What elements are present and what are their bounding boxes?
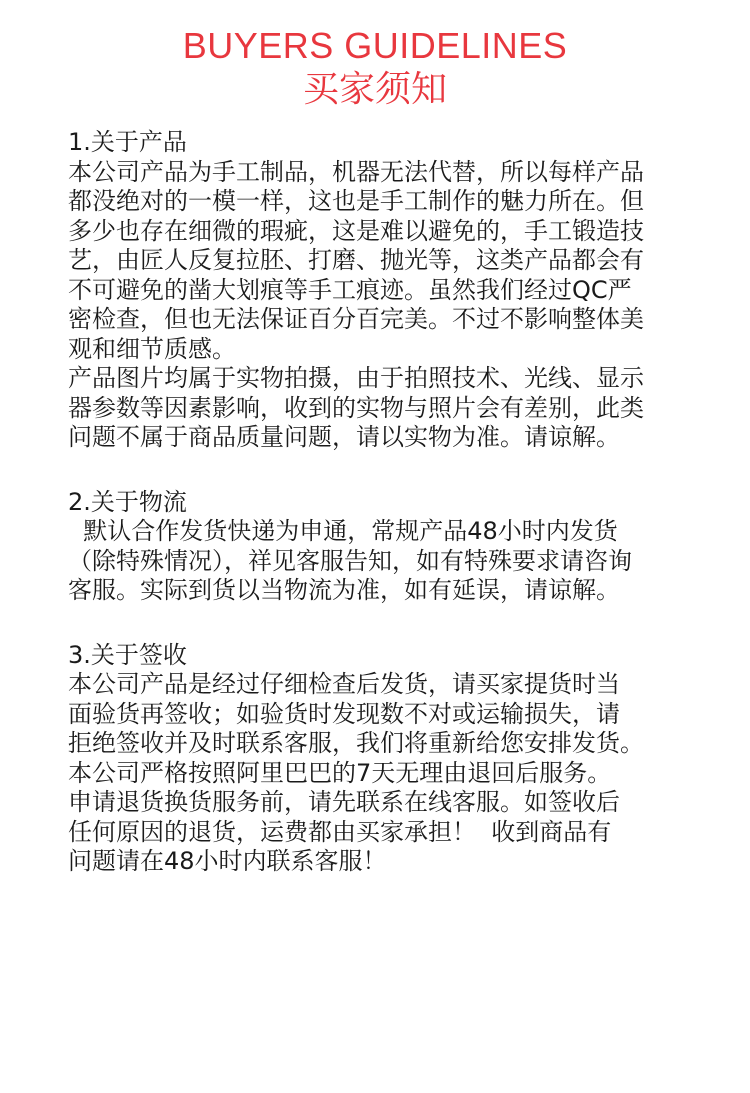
paragraph-line: 本公司产品为手工制品，机器无法代替，所以每样产品 xyxy=(68,157,644,186)
paragraph-line: 拒绝签收并及时联系客服，我们将重新给您安排发货。 xyxy=(68,729,644,757)
paragraph-line: 都没绝对的一模一样，这也是手工制作的魅力所在。但 xyxy=(68,187,644,215)
paragraph-line: 密检查，但也无法保证百分百完美。不过不影响整体美 xyxy=(68,305,644,333)
paragraph-line: 不可避免的凿大划痕等手工痕迹。虽然我们经过QC严 xyxy=(68,275,632,304)
paragraph-line: 艺，由匠人反复拉胚、打磨、抛光等，这类产品都会有 xyxy=(68,246,644,274)
section-heading: 1.关于产品 xyxy=(68,128,187,156)
section-heading: 3.关于签收 xyxy=(68,640,187,669)
section-product xyxy=(68,128,708,453)
paragraph-line: 观和细节质感。 xyxy=(68,334,236,363)
title-chinese: 买家须知 xyxy=(302,69,447,110)
section-logistics xyxy=(68,488,708,606)
paragraph-line: 申请退货换货服务前，请先联系在线客服。如签收后 xyxy=(68,788,620,816)
title-english: BUYERS GUIDELINES xyxy=(182,25,568,66)
paragraph-line: 多少也存在细微的瑕疵，这是难以避免的，手工锻造技 xyxy=(68,216,644,245)
paragraph-line: 面验货再签收；如验货时发现数不对或运输损失，请 xyxy=(68,699,620,728)
paragraph-line: （除特殊情况），祥见客服告知，如有特殊要求请咨询 xyxy=(68,546,632,575)
paragraph-line: 问题不属于商品质量问题，请以实物为准。请谅解。 xyxy=(68,423,620,451)
guidelines-content xyxy=(68,128,708,912)
section-receipt xyxy=(68,641,708,877)
section-heading: 2.关于物流 xyxy=(68,487,187,516)
paragraph-line: 默认合作发货快递为申通，常规产品48小时内发货 xyxy=(68,517,618,545)
paragraph-line: 器参数等因素影响，收到的实物与照片会有差别，此类 xyxy=(68,393,644,422)
page-header xyxy=(0,0,750,112)
paragraph-line: 问题请在48小时内联系客服！ xyxy=(68,847,387,875)
paragraph-line: 本公司严格按照阿里巴巴的7天无理由退回后服务。 xyxy=(68,758,612,787)
paragraph-line: 本公司产品是经过仔细检查后发货，请买家提货时当 xyxy=(68,670,620,698)
paragraph-line: 任何原因的退货，运费都由买家承担！ 收到商品有 xyxy=(68,817,612,846)
paragraph-line: 客服。实际到货以当物流为准，如有延误，请谅解。 xyxy=(68,576,620,604)
paragraph-line: 产品图片均属于实物拍摄，由于拍照技术、光线、显示 xyxy=(68,364,644,392)
